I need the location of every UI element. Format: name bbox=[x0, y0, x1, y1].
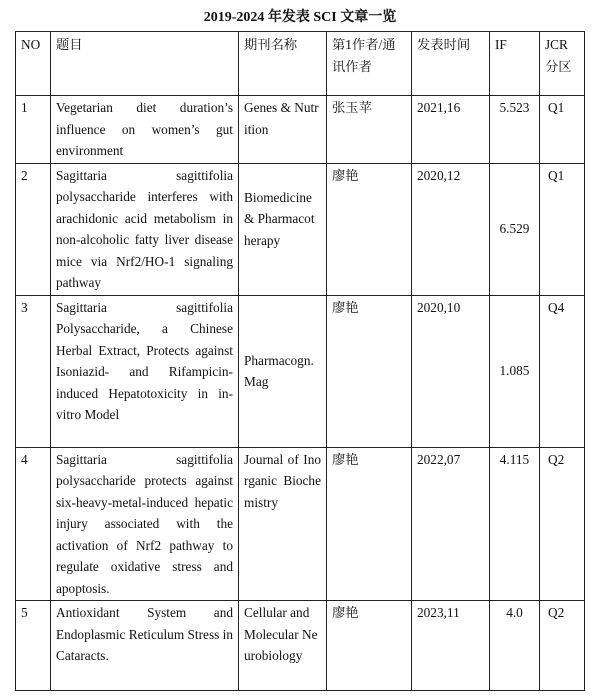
header-if: IF bbox=[490, 32, 540, 96]
cell-author: 廖艳 bbox=[327, 601, 412, 691]
cell-jcr: Q2 bbox=[540, 601, 585, 691]
cell-author: 廖艳 bbox=[327, 447, 412, 601]
cell-author: 廖艳 bbox=[327, 163, 412, 295]
cell-jcr: Q1 bbox=[540, 163, 585, 295]
header-jcr: JCR分区 bbox=[540, 32, 585, 96]
cell-jcr: Q4 bbox=[540, 295, 585, 447]
cell-topic: Sagittaria sagittifolia Polysaccharide, a Chinese Herbal Extract, Protects against Isoniazid- and Rifampicin-induced Hepatotoxicity in in-vitro Model bbox=[51, 295, 239, 447]
header-topic: 题目 bbox=[51, 32, 239, 96]
cell-time: 2022,07 bbox=[412, 447, 490, 601]
cell-journal: Genes & Nutrition bbox=[239, 96, 327, 164]
cell-if: 6.529 bbox=[490, 163, 540, 295]
cell-if: 4.115 bbox=[490, 447, 540, 601]
cell-journal bbox=[239, 295, 327, 447]
cell-no: 5 bbox=[16, 601, 51, 691]
cell-jcr: Q1 bbox=[540, 96, 585, 164]
cell-author: 廖艳 bbox=[327, 295, 412, 447]
table-row bbox=[16, 447, 585, 601]
cell-if: 1.085 bbox=[490, 295, 540, 447]
cell-time: 2020,10 bbox=[412, 295, 490, 447]
cell-topic: Sagittaria sagittifolia polysaccharide interferes with arachidonic acid metabolism in non-alcoholic fatty liver disease mice via Nrf2/HO-1 signaling pathway bbox=[51, 163, 239, 295]
cell-journal: Cellular and Molecular Neurobiology bbox=[239, 601, 327, 691]
publications-table bbox=[15, 31, 585, 691]
table-row bbox=[16, 163, 585, 295]
cell-author: 张玉苹 bbox=[327, 96, 412, 164]
cell-journal: Journal of Inorganic Biochemistry bbox=[239, 447, 327, 601]
cell-time: 2023,11 bbox=[412, 601, 490, 691]
journal-name: Biomedicine& Pharmacotherapy bbox=[244, 189, 315, 248]
cell-no: 1 bbox=[16, 96, 51, 164]
journal-name: Pharmacogn. Mag bbox=[244, 352, 314, 389]
cell-no: 3 bbox=[16, 295, 51, 447]
cell-if: 4.0 bbox=[490, 601, 540, 691]
header-journal: 期刊名称 bbox=[239, 32, 327, 96]
cell-time: 2021,16 bbox=[412, 96, 490, 164]
table-row bbox=[16, 96, 585, 164]
cell-time: 2020,12 bbox=[412, 163, 490, 295]
cell-journal bbox=[239, 163, 327, 295]
header-time: 发表时间 bbox=[412, 32, 490, 96]
cell-no: 2 bbox=[16, 163, 51, 295]
page-title: 2019-2024 年发表 SCI 文章一览 bbox=[203, 10, 397, 25]
cell-topic: Vegetarian diet duration’s influence on women’s gut environment bbox=[51, 96, 239, 164]
table-row bbox=[16, 295, 585, 447]
cell-if: 5.523 bbox=[490, 96, 540, 164]
table-row bbox=[16, 601, 585, 691]
table-header-row bbox=[16, 32, 585, 96]
cell-topic: Sagittaria sagittifolia polysaccharide protects against six-heavy-metal-induced hepatic injury associated with the activation of Nrf2 pathway to regulate oxidative stress and apoptosis. bbox=[51, 447, 239, 601]
cell-no: 4 bbox=[16, 447, 51, 601]
header-author: 第1作者/通讯作者 bbox=[327, 32, 412, 96]
header-no: NO bbox=[16, 32, 51, 96]
cell-jcr: Q2 bbox=[540, 447, 585, 601]
cell-topic: Antioxidant System and Endoplasmic Reticulum Stress in Cataracts. bbox=[51, 601, 239, 691]
